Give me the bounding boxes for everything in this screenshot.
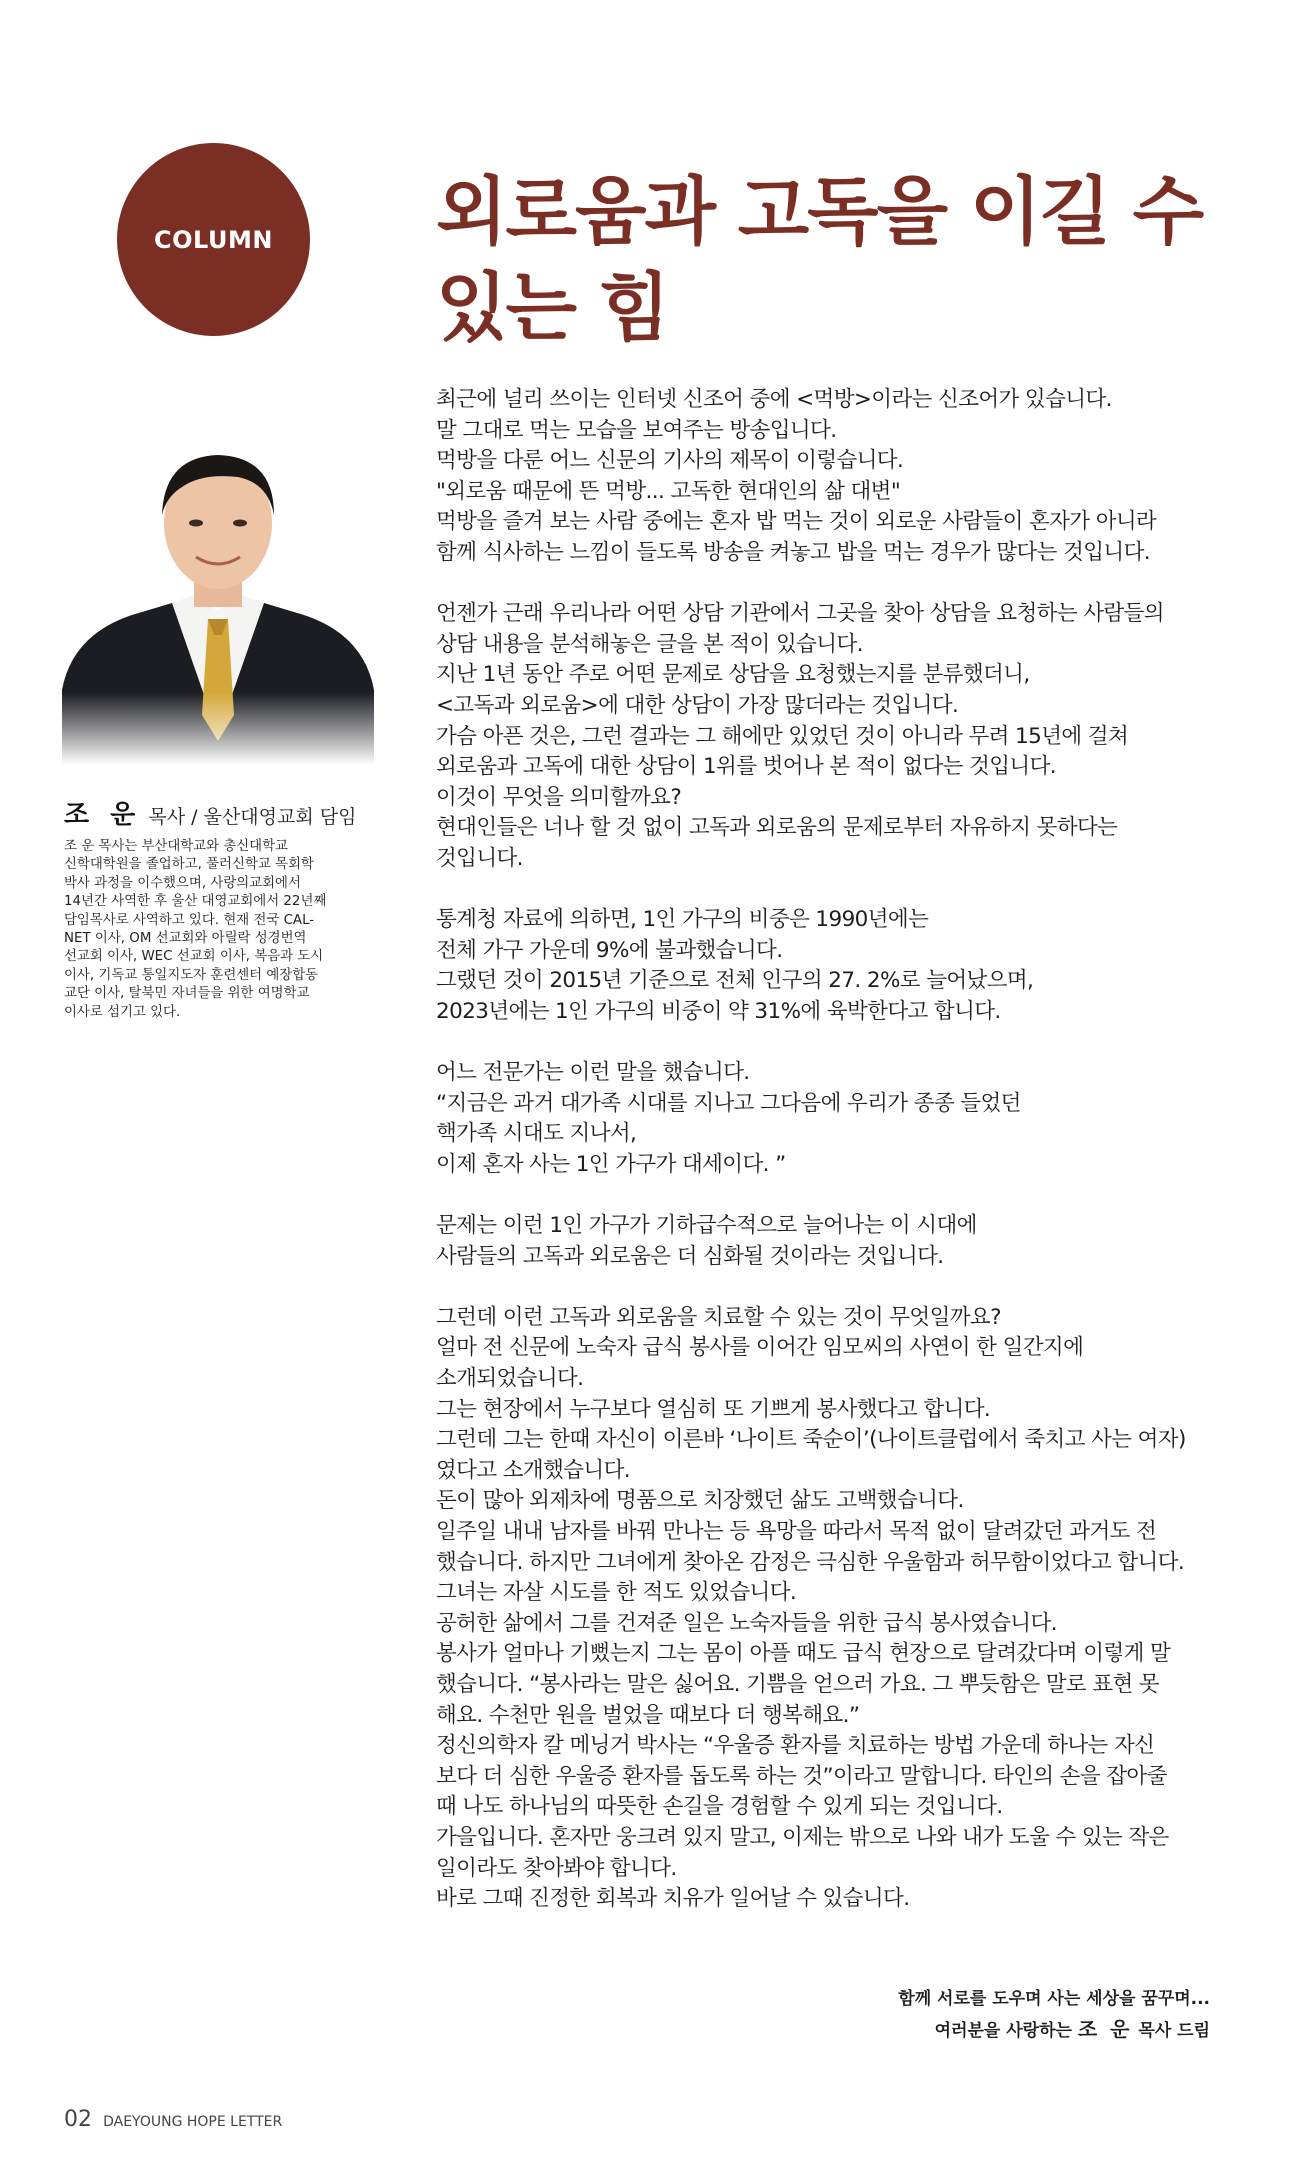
body-line: 핵가족 시대도 지나서, bbox=[436, 1121, 637, 1147]
body-line: 이것이 무엇을 의미할까요? bbox=[436, 784, 682, 810]
author-bio bbox=[64, 838, 374, 1022]
body-line: 그녀는 자살 시도를 한 적도 있었습니다. bbox=[436, 1580, 797, 1606]
author-name-line bbox=[64, 794, 356, 831]
body-line: 문제는 이런 1인 가구가 기하급수적으로 늘어나는 이 시대에 bbox=[436, 1213, 977, 1239]
body-line: 봉사가 얼마나 기뻤는지 그는 몸이 아플 때도 급식 현장으로 달려갔다며 이렇게 말 bbox=[436, 1641, 1171, 1667]
body-line: 정신의학자 칼 메닝거 박사는 “우울증 환자를 치료하는 방법 가운데 하나는 자신 bbox=[436, 1733, 1155, 1759]
bio-line: 담임목사로 사역하고 있다. 현재 전국 CAL- bbox=[64, 912, 315, 928]
bio-line: 박사 과정을 이수했으며, 사랑의교회에서 bbox=[64, 875, 301, 891]
paragraph-gap bbox=[436, 1272, 1236, 1303]
body-line: 보다 더 심한 우울증 환자를 돕도록 하는 것”이라고 말합니다. 타인의 손을 잡아줄 bbox=[436, 1763, 1167, 1789]
body-line: 그런데 그는 한때 자신이 이른바 ‘나이트 죽순이’(나이트클럽에서 죽치고 사는 여자) bbox=[436, 1427, 1186, 1453]
body-line: 가슴 아픈 것은, 그런 결과는 그 해에만 있었던 것이 아니라 무려 15년에 걸쳐 bbox=[436, 723, 1129, 749]
bio-line: 교단 이사, 탈북민 자녀들을 위한 여명학교 bbox=[64, 986, 310, 1002]
closing-line-2 bbox=[898, 2014, 1210, 2046]
body-line: 해요. 수천만 원을 벌었을 때보다 더 행복해요.” bbox=[436, 1702, 860, 1728]
body-line: 먹방을 다룬 어느 신문의 기사의 제목이 이렇습니다. bbox=[436, 448, 904, 474]
author-portrait-illustration bbox=[62, 435, 374, 765]
body-line: 소개되었습니다. bbox=[436, 1366, 584, 1391]
body-line: 때 나도 하나님의 따뜻한 손길을 경험할 수 있게 되는 것입니다. bbox=[436, 1794, 1003, 1820]
paragraph-gap bbox=[436, 569, 1236, 600]
body-line: 바로 그때 진정한 회복과 치유가 일어날 수 있습니다. bbox=[436, 1886, 910, 1912]
body-line: 일이라도 찾아봐야 합니다. bbox=[436, 1855, 677, 1881]
closing-line-1: 함께 서로를 도우며 사는 세상을 꿈꾸며... bbox=[898, 1989, 1210, 2009]
article-title-line-2: 있는 힘 bbox=[436, 265, 669, 351]
author-role: 목사 / 울산대영교회 담임 bbox=[148, 806, 357, 828]
body-line: 가을입니다. 혼자만 웅크려 있지 말고, 이제는 밖으로 나와 내가 도울 수 있는 작은 bbox=[436, 1824, 1169, 1850]
body-line: "외로움 때문에 뜬 먹방... 고독한 현대인의 삶 대변" bbox=[436, 478, 901, 504]
page-footer bbox=[64, 2107, 282, 2132]
bio-line: 조 운 목사는 부산대학교와 총신대학교 bbox=[64, 839, 288, 854]
bio-line: 신학대학원을 졸업하고, 풀러신학교 목회학 bbox=[64, 857, 314, 873]
closing-signature bbox=[898, 1984, 1210, 2046]
page-number: 02 bbox=[64, 2107, 92, 2132]
closing-prefix: 여러분을 사랑하는 bbox=[934, 2021, 1072, 2041]
publication-name: DAEYOUNG HOPE LETTER bbox=[103, 2114, 283, 2130]
body-line: 그랬던 것이 2015년 기준으로 전체 인구의 27. 2%로 늘어났으며, bbox=[436, 968, 1034, 994]
paragraph-gap bbox=[436, 1027, 1236, 1058]
body-line: 일주일 내내 남자를 바꿔 만나는 등 욕망을 따라서 목적 없이 달려갔던 과거도 전 bbox=[436, 1518, 1157, 1544]
body-line: 전체 가구 가운데 9%에 불과했습니다. bbox=[436, 937, 783, 963]
body-line: 함께 식사하는 느낌이 들도록 방송을 켜놓고 밥을 먹는 경우가 많다는 것입니다. bbox=[436, 539, 1150, 565]
body-line: 였다고 소개했습니다. bbox=[436, 1457, 630, 1483]
body-line: 그런데 이런 고독과 외로움을 치료할 수 있는 것이 무엇일까요? bbox=[436, 1304, 1001, 1330]
body-line: <고독과 외로움>에 대한 상담이 가장 많더라는 것입니다. bbox=[436, 692, 959, 718]
closing-suffix: 목사 드림 bbox=[1138, 2021, 1210, 2041]
body-line: 외로움과 고독에 대한 상담이 1위를 벗어나 본 적이 없다는 것입니다. bbox=[436, 754, 1056, 780]
bio-line: 이사, 기독교 통일지도자 훈련센터 예장합동 bbox=[64, 967, 319, 983]
body-line: 어느 전문가는 이런 말을 했습니다. bbox=[436, 1060, 750, 1086]
body-line: 그는 현장에서 누구보다 열심히 또 기쁘게 봉사했다고 합니다. bbox=[436, 1396, 991, 1422]
body-line: 먹방을 즐겨 보는 사람 중에는 혼자 밥 먹는 것이 외로운 사람들이 혼자가 아니라 bbox=[436, 509, 1157, 535]
bio-line: 14년간 사역한 후 울산 대영교회에서 22년째 bbox=[64, 894, 327, 910]
body-line: 2023년에는 1인 가구의 비중이 약 31%에 육박한다고 합니다. bbox=[436, 998, 1001, 1024]
column-badge-label: COLUMN bbox=[154, 225, 273, 254]
author-photo bbox=[62, 435, 374, 765]
body-line: 했습니다. “봉사라는 말은 싫어요. 기쁨을 얻으러 가요. 그 뿌듯함은 말로 표현 못 bbox=[436, 1671, 1160, 1697]
body-line: 최근에 널리 쓰이는 인터넷 신조어 중에 <먹방>이라는 신조어가 있습니다. bbox=[436, 387, 1112, 412]
body-line: 했습니다. 하지만 그녀에게 찾아온 감정은 극심한 우울함과 허무함이었다고 합니다. bbox=[436, 1549, 1185, 1575]
body-line: 이제 혼자 사는 1인 가구가 대세이다. ” bbox=[436, 1151, 786, 1177]
bio-line: NET 이사, OM 선교회와 아릴락 성경번역 bbox=[64, 931, 307, 947]
body-line: 얼마 전 신문에 노숙자 급식 봉사를 이어간 임모씨의 사연이 한 일간지에 bbox=[436, 1335, 1084, 1361]
body-line: 상담 내용을 분석해놓은 글을 본 적이 있습니다. bbox=[436, 631, 863, 657]
body-line: 지난 1년 동안 주로 어떤 문제로 상담을 요청했는지를 분류했더니, bbox=[436, 662, 1030, 688]
body-line: 통계청 자료에 의하면, 1인 가구의 비중은 1990년에는 bbox=[436, 907, 929, 933]
closing-author-name: 조 운 bbox=[1077, 2017, 1133, 2041]
paragraph-gap bbox=[436, 1180, 1236, 1211]
body-line: 언젠가 근래 우리나라 어떤 상담 기관에서 그곳을 찾아 상담을 요청하는 사람들의 bbox=[436, 601, 1164, 627]
article-title bbox=[436, 164, 1256, 356]
body-line: 것입니다. bbox=[436, 845, 523, 871]
body-line: 돈이 많아 외제차에 명품으로 치장했던 삶도 고백했습니다. bbox=[436, 1488, 964, 1514]
paragraph-gap bbox=[436, 875, 1236, 906]
author-name: 조 운 bbox=[64, 800, 142, 830]
body-line: 공허한 삶에서 그를 건져준 일은 노숙자들을 위한 급식 봉사였습니다. bbox=[436, 1610, 1057, 1636]
column-badge bbox=[117, 143, 310, 336]
body-line: 말 그대로 먹는 모습을 보여주는 방송입니다. bbox=[436, 417, 837, 443]
bio-line: 선교회 이사, WEC 선교회 이사, 복음과 도시 bbox=[64, 949, 324, 965]
body-line: “지금은 과거 대가족 시대를 지나고 그다음에 우리가 종종 들었던 bbox=[436, 1090, 1021, 1116]
bio-line: 이사로 섬기고 있다. bbox=[64, 1004, 181, 1020]
article-title-line-1: 외로움과 고독을 이길 수 bbox=[436, 169, 1203, 255]
body-line: 사람들의 고독과 외로움은 더 심화될 것이라는 것입니다. bbox=[436, 1243, 944, 1269]
article-body bbox=[436, 385, 1236, 1915]
body-line: 현대인들은 너나 할 것 없이 고독과 외로움의 문제로부터 자유하지 못하다는 bbox=[436, 815, 1118, 841]
